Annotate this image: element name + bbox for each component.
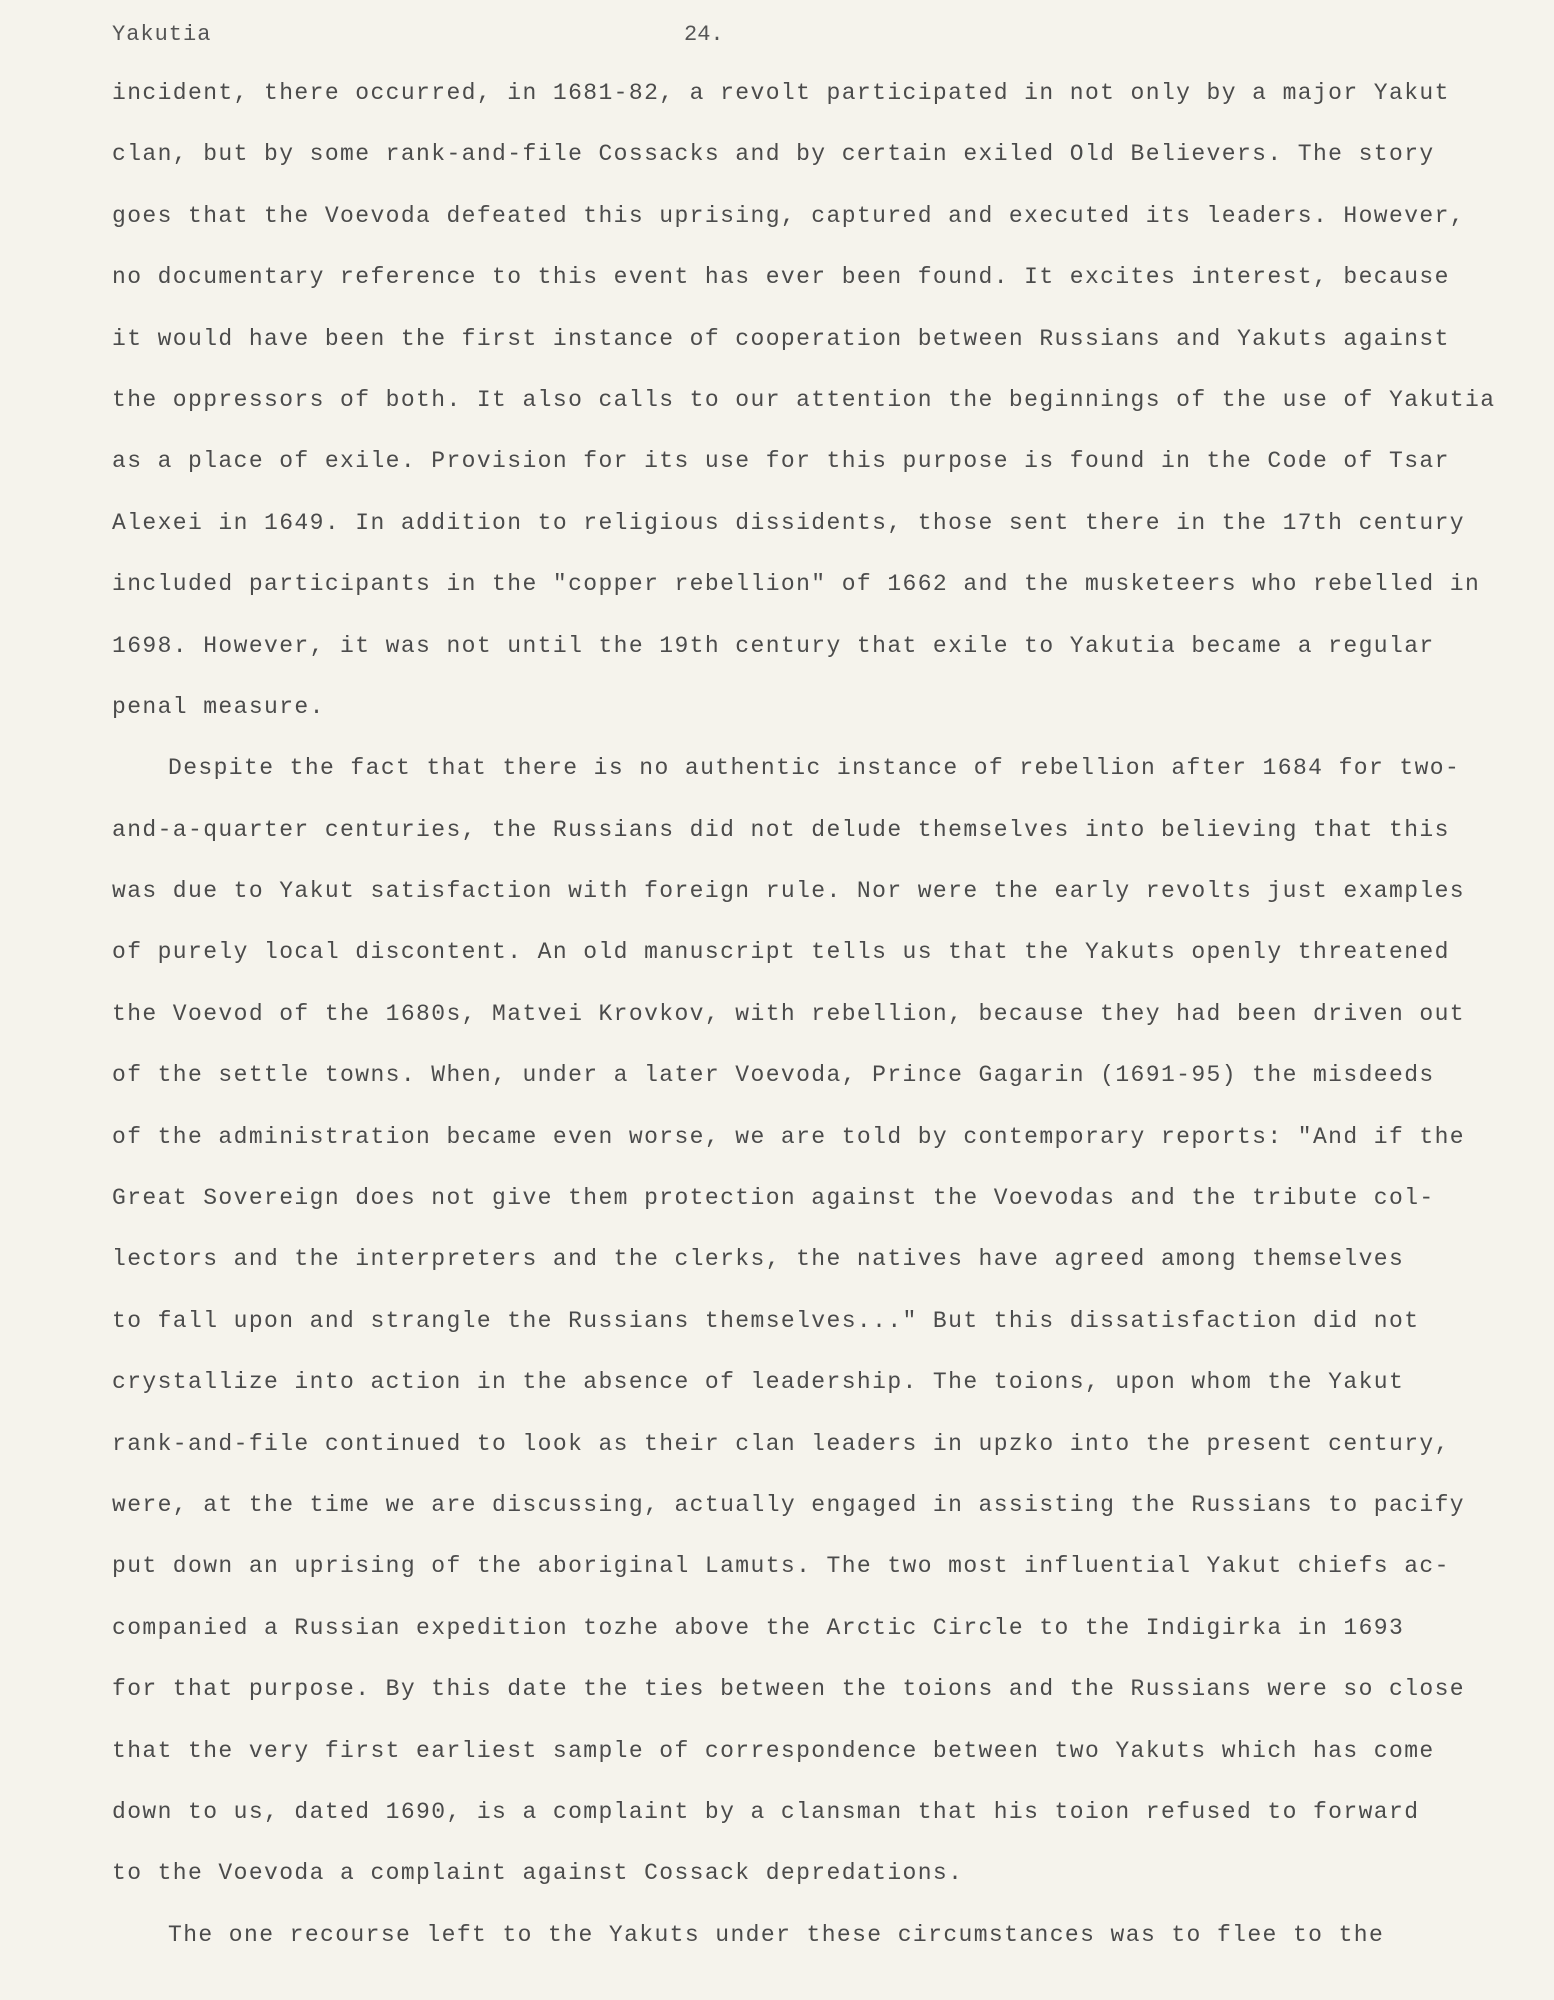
page-number: 24. [684, 22, 724, 47]
text-line: Great Sovereign does not give them protection against the Voevodas and the tribute col- [112, 1185, 1435, 1212]
text-line: companied a Russian expedition tozhe above the Arctic Circle to the Indigirka in 1693 [112, 1614, 1405, 1641]
text-line: that the very first earliest sample of correspondence between two Yakuts which has come [112, 1737, 1435, 1764]
running-title: Yakutia [112, 22, 212, 47]
text-line: to the Voevoda a complaint against Cossack depredations. [112, 1860, 964, 1887]
text-line: included participants in the "copper rebellion" of 1662 and the musketeers who rebelled in [112, 571, 1481, 598]
text-line: incident, there occurred, in 1681-82, a revolt participated in not only by a major Yakut [112, 80, 1450, 106]
text-line: of the administration became even worse, we are told by contemporary reports: "And if the [112, 1123, 1465, 1150]
text-line: Despite the fact that there is no authentic instance of rebellion after 1684 for two- [168, 755, 1461, 782]
text-line: The one recourse left to the Yakuts under these circumstances was to flee to the [168, 1921, 1385, 1948]
text-line: of the settle towns. When, under a later Voevoda, Prince Gagarin (1691-95) the misdeeds [112, 1062, 1435, 1089]
text-line: put down an uprising of the aboriginal Lamuts. The two most influential Yakut chiefs ac- [112, 1553, 1450, 1580]
text-line: for that purpose. By this date the ties between the toions and the Russians were so close [112, 1676, 1465, 1703]
text-line: the Voevod of the 1680s, Matvei Krovkov, with rebellion, because they had been driven out [112, 1000, 1465, 1027]
text-line: was due to Yakut satisfaction with foreign rule. Nor were the early revolts just examples [112, 878, 1465, 905]
text-line: rank-and-file continued to look as their clan leaders in upzko into the present century, [112, 1430, 1450, 1457]
text-line: penal measure. [112, 693, 325, 720]
body-text [112, 78, 1512, 1981]
text-line: to fall upon and strangle the Russians themselves..." But this dissatisfaction did not [112, 1307, 1420, 1334]
text-line: goes that the Voevoda defeated this uprising, captured and executed its leaders. However, [112, 202, 1465, 229]
text-line: were, at the time we are discussing, actually engaged in assisting the Russians to pacify [112, 1491, 1465, 1518]
text-line: down to us, dated 1690, is a complaint by a clansman that his toion refused to forward [112, 1798, 1420, 1825]
text-line: as a place of exile. Provision for its use for this purpose is found in the Code of Tsar [112, 448, 1450, 475]
text-line: clan, but by some rank-and-file Cossacks and by certain exiled Old Believers. The story [112, 141, 1435, 168]
text-line: the oppressors of both. It also calls to our attention the beginnings of the use of Yakutia [112, 386, 1496, 413]
text-line: crystallize into action in the absence of leadership. The toions, upon whom the Yakut [112, 1369, 1405, 1396]
text-line: lectors and the interpreters and the clerks, the natives have agreed among themselves [112, 1246, 1405, 1273]
text-line: 1698. However, it was not until the 19th century that exile to Yakutia became a regular [112, 632, 1435, 659]
text-line: Alexei in 1649. In addition to religious dissidents, those sent there in the 17th century [112, 509, 1465, 536]
page-header [112, 22, 1452, 62]
text-line: of purely local discontent. An old manuscript tells us that the Yakuts openly threatened [112, 939, 1450, 966]
text-line: no documentary reference to this event has ever been found. It excites interest, because [112, 264, 1450, 291]
text-line: it would have been the first instance of cooperation between Russians and Yakuts against [112, 325, 1450, 352]
text-line: and-a-quarter centuries, the Russians did not delude themselves into believing that this [112, 816, 1450, 843]
